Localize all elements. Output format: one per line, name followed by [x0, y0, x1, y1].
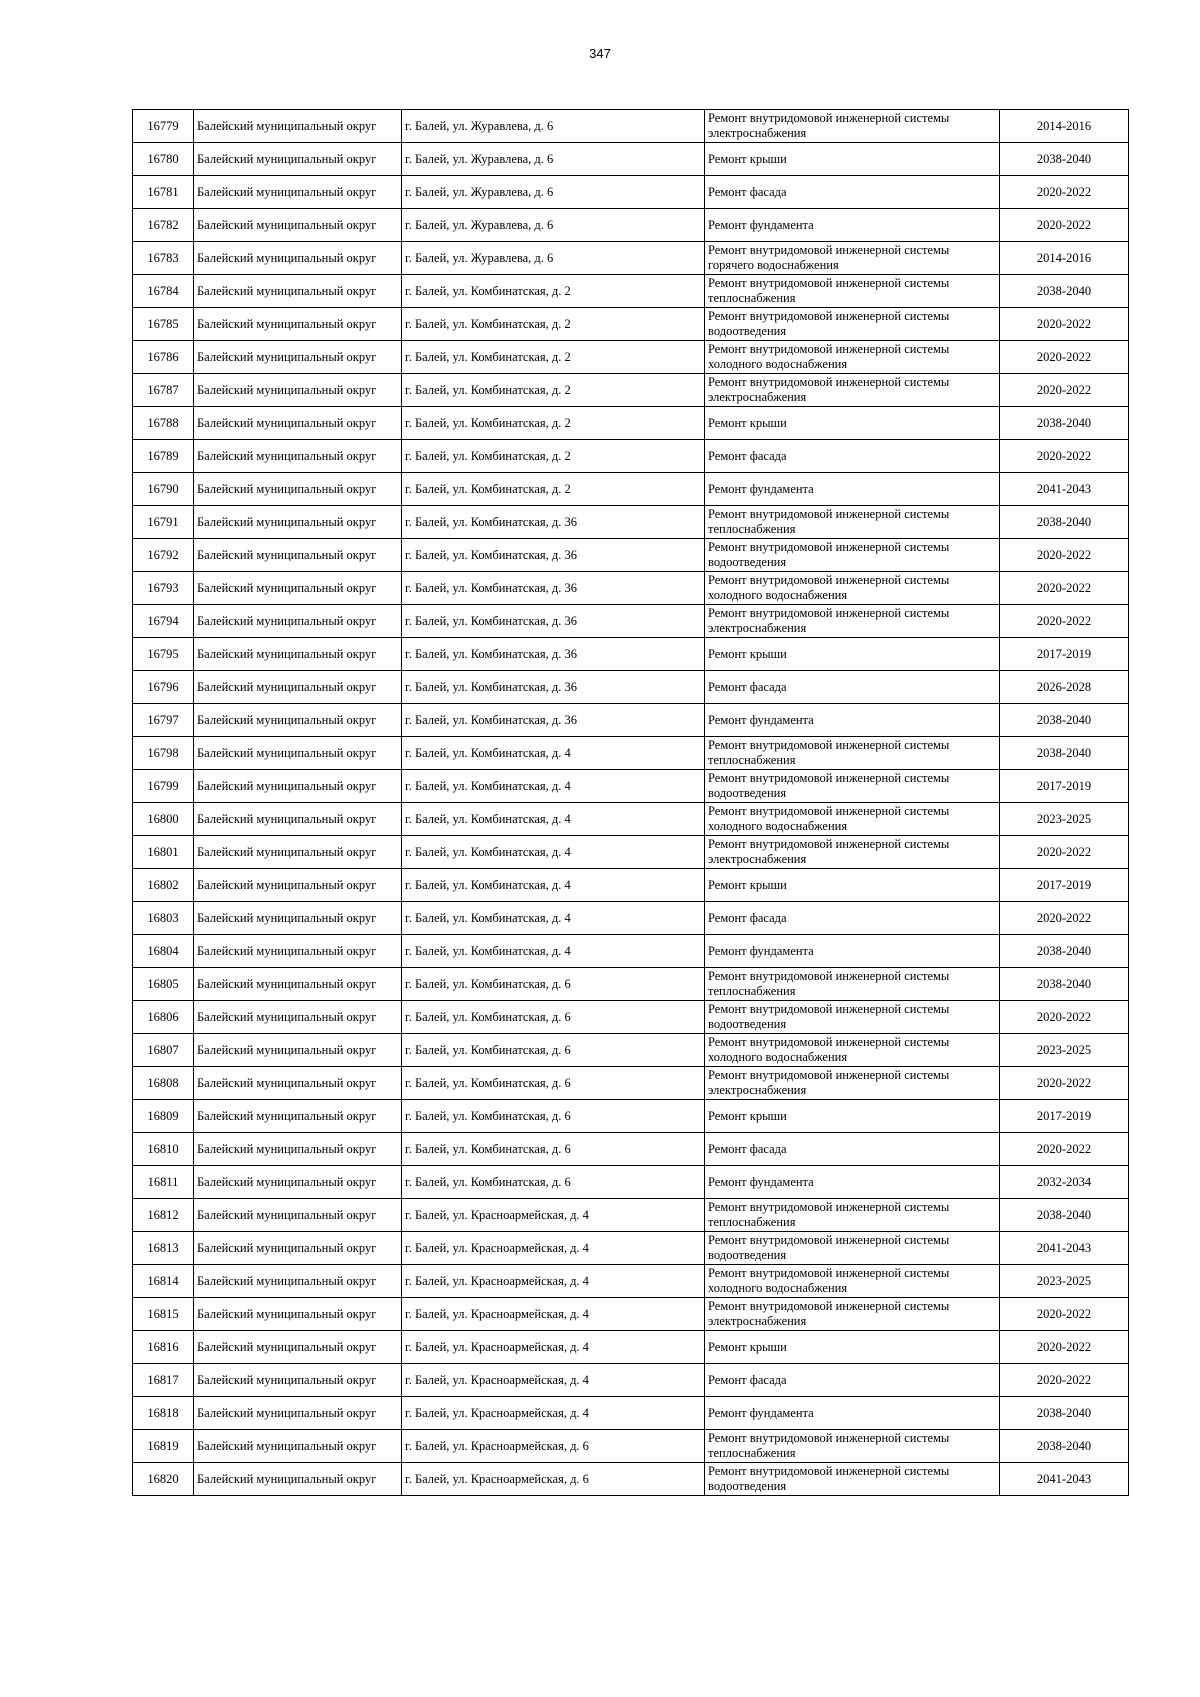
address-cell: г. Балей, ул. Комбинатская, д. 36: [402, 539, 705, 572]
address-cell: г. Балей, ул. Комбинатская, д. 2: [402, 308, 705, 341]
row-number-cell: 16810: [133, 1133, 194, 1166]
table-row: [133, 1001, 1129, 1034]
row-number-cell: 16786: [133, 341, 194, 374]
table-row: [133, 1298, 1129, 1331]
table-row: [133, 143, 1129, 176]
row-number-cell: 16794: [133, 605, 194, 638]
address-cell: г. Балей, ул. Красноармейская, д. 4: [402, 1232, 705, 1265]
work-type-cell: Ремонт крыши: [705, 143, 1000, 176]
period-cell: 2026-2028: [1000, 671, 1129, 704]
row-number-cell: 16781: [133, 176, 194, 209]
period-cell: 2020-2022: [1000, 902, 1129, 935]
table-row: [133, 638, 1129, 671]
row-number-cell: 16791: [133, 506, 194, 539]
table-row: [133, 803, 1129, 836]
period-cell: 2020-2022: [1000, 539, 1129, 572]
address-cell: г. Балей, ул. Комбинатская, д. 2: [402, 440, 705, 473]
row-number-cell: 16816: [133, 1331, 194, 1364]
work-type-cell: Ремонт внутридомовой инженерной системы водоотведения: [705, 1232, 1000, 1265]
period-cell: 2014-2016: [1000, 242, 1129, 275]
address-cell: г. Балей, ул. Комбинатская, д. 4: [402, 869, 705, 902]
table-row: [133, 572, 1129, 605]
address-cell: г. Балей, ул. Комбинатская, д. 6: [402, 1166, 705, 1199]
row-number-cell: 16801: [133, 836, 194, 869]
address-cell: г. Балей, ул. Комбинатская, д. 6: [402, 1001, 705, 1034]
address-cell: г. Балей, ул. Комбинатская, д. 36: [402, 572, 705, 605]
municipality-cell: Балейский муниципальный округ: [194, 242, 402, 275]
address-cell: г. Балей, ул. Красноармейская, д. 4: [402, 1364, 705, 1397]
row-number-cell: 16814: [133, 1265, 194, 1298]
table-row: [133, 1364, 1129, 1397]
table-row: [133, 1199, 1129, 1232]
work-type-cell: Ремонт внутридомовой инженерной системы электроснабжения: [705, 605, 1000, 638]
row-number-cell: 16818: [133, 1397, 194, 1430]
municipality-cell: Балейский муниципальный округ: [194, 1067, 402, 1100]
period-cell: 2038-2040: [1000, 143, 1129, 176]
municipality-cell: Балейский муниципальный округ: [194, 209, 402, 242]
municipality-cell: Балейский муниципальный округ: [194, 374, 402, 407]
period-cell: 2023-2025: [1000, 1265, 1129, 1298]
municipality-cell: Балейский муниципальный округ: [194, 902, 402, 935]
table-row: [133, 110, 1129, 143]
period-cell: 2041-2043: [1000, 1463, 1129, 1496]
work-type-cell: Ремонт фасада: [705, 1364, 1000, 1397]
address-cell: г. Балей, ул. Комбинатская, д. 6: [402, 1034, 705, 1067]
address-cell: г. Балей, ул. Журавлева, д. 6: [402, 209, 705, 242]
table-row: [133, 341, 1129, 374]
address-cell: г. Балей, ул. Комбинатская, д. 2: [402, 374, 705, 407]
municipality-cell: Балейский муниципальный округ: [194, 803, 402, 836]
address-cell: г. Балей, ул. Журавлева, д. 6: [402, 143, 705, 176]
municipality-cell: Балейский муниципальный округ: [194, 704, 402, 737]
work-type-cell: Ремонт внутридомовой инженерной системы теплоснабжения: [705, 968, 1000, 1001]
period-cell: 2020-2022: [1000, 605, 1129, 638]
period-cell: 2032-2034: [1000, 1166, 1129, 1199]
address-cell: г. Балей, ул. Красноармейская, д. 6: [402, 1430, 705, 1463]
municipality-cell: Балейский муниципальный округ: [194, 308, 402, 341]
period-cell: 2020-2022: [1000, 836, 1129, 869]
row-number-cell: 16809: [133, 1100, 194, 1133]
table-row: [133, 1133, 1129, 1166]
municipality-cell: Балейский муниципальный округ: [194, 605, 402, 638]
work-type-cell: Ремонт крыши: [705, 869, 1000, 902]
period-cell: 2038-2040: [1000, 737, 1129, 770]
work-type-cell: Ремонт внутридомовой инженерной системы холодного водоснабжения: [705, 1265, 1000, 1298]
period-cell: 2038-2040: [1000, 935, 1129, 968]
work-type-cell: Ремонт фундамента: [705, 935, 1000, 968]
row-number-cell: 16813: [133, 1232, 194, 1265]
period-cell: 2020-2022: [1000, 1133, 1129, 1166]
address-cell: г. Балей, ул. Красноармейская, д. 4: [402, 1397, 705, 1430]
municipality-cell: Балейский муниципальный округ: [194, 836, 402, 869]
table-row: [133, 1067, 1129, 1100]
address-cell: г. Балей, ул. Красноармейская, д. 4: [402, 1199, 705, 1232]
address-cell: г. Балей, ул. Журавлева, д. 6: [402, 110, 705, 143]
address-cell: г. Балей, ул. Комбинатская, д. 6: [402, 1133, 705, 1166]
table-row: [133, 902, 1129, 935]
row-number-cell: 16812: [133, 1199, 194, 1232]
table-row: [133, 1331, 1129, 1364]
table-row: [133, 836, 1129, 869]
table-row: [133, 473, 1129, 506]
period-cell: 2020-2022: [1000, 572, 1129, 605]
address-cell: г. Балей, ул. Комбинатская, д. 4: [402, 902, 705, 935]
table-row: [133, 1232, 1129, 1265]
table-row: [133, 605, 1129, 638]
work-type-cell: Ремонт внутридомовой инженерной системы водоотведения: [705, 308, 1000, 341]
work-type-cell: Ремонт внутридомовой инженерной системы водоотведения: [705, 1463, 1000, 1496]
period-cell: 2038-2040: [1000, 275, 1129, 308]
work-type-cell: Ремонт внутридомовой инженерной системы теплоснабжения: [705, 1430, 1000, 1463]
address-cell: г. Балей, ул. Комбинатская, д. 4: [402, 770, 705, 803]
work-type-cell: Ремонт внутридомовой инженерной системы горячего водоснабжения: [705, 242, 1000, 275]
row-number-cell: 16797: [133, 704, 194, 737]
period-cell: 2038-2040: [1000, 1199, 1129, 1232]
period-cell: 2020-2022: [1000, 374, 1129, 407]
page-number: 347: [589, 46, 611, 61]
row-number-cell: 16820: [133, 1463, 194, 1496]
address-cell: г. Балей, ул. Комбинатская, д. 2: [402, 473, 705, 506]
period-cell: 2014-2016: [1000, 110, 1129, 143]
row-number-cell: 16795: [133, 638, 194, 671]
work-type-cell: Ремонт внутридомовой инженерной системы теплоснабжения: [705, 1199, 1000, 1232]
work-type-cell: Ремонт внутридомовой инженерной системы холодного водоснабжения: [705, 803, 1000, 836]
period-cell: 2020-2022: [1000, 440, 1129, 473]
municipality-cell: Балейский муниципальный округ: [194, 1232, 402, 1265]
address-cell: г. Балей, ул. Комбинатская, д. 4: [402, 737, 705, 770]
table-row: [133, 737, 1129, 770]
municipality-cell: Балейский муниципальный округ: [194, 671, 402, 704]
municipality-cell: Балейский муниципальный округ: [194, 1133, 402, 1166]
table-row: [133, 407, 1129, 440]
row-number-cell: 16787: [133, 374, 194, 407]
table-row: [133, 1265, 1129, 1298]
municipality-cell: Балейский муниципальный округ: [194, 1298, 402, 1331]
table-row: [133, 671, 1129, 704]
municipality-cell: Балейский муниципальный округ: [194, 638, 402, 671]
address-cell: г. Балей, ул. Комбинатская, д. 36: [402, 671, 705, 704]
row-number-cell: 16803: [133, 902, 194, 935]
municipality-cell: Балейский муниципальный округ: [194, 1364, 402, 1397]
period-cell: 2023-2025: [1000, 803, 1129, 836]
row-number-cell: 16793: [133, 572, 194, 605]
table-row: [133, 1166, 1129, 1199]
row-number-cell: 16805: [133, 968, 194, 1001]
row-number-cell: 16802: [133, 869, 194, 902]
address-cell: г. Балей, ул. Комбинатская, д. 2: [402, 275, 705, 308]
period-cell: 2041-2043: [1000, 473, 1129, 506]
row-number-cell: 16819: [133, 1430, 194, 1463]
address-cell: г. Балей, ул. Комбинатская, д. 6: [402, 968, 705, 1001]
address-cell: г. Балей, ул. Комбинатская, д. 36: [402, 638, 705, 671]
work-type-cell: Ремонт фундамента: [705, 473, 1000, 506]
period-cell: 2020-2022: [1000, 1364, 1129, 1397]
work-type-cell: Ремонт фундамента: [705, 1166, 1000, 1199]
work-type-cell: Ремонт внутридомовой инженерной системы электроснабжения: [705, 110, 1000, 143]
municipality-cell: Балейский муниципальный округ: [194, 770, 402, 803]
table-row: [133, 869, 1129, 902]
municipality-cell: Балейский муниципальный округ: [194, 935, 402, 968]
address-cell: г. Балей, ул. Комбинатская, д. 2: [402, 407, 705, 440]
work-type-cell: Ремонт крыши: [705, 1331, 1000, 1364]
work-type-cell: Ремонт фасада: [705, 902, 1000, 935]
municipality-cell: Балейский муниципальный округ: [194, 341, 402, 374]
work-type-cell: Ремонт крыши: [705, 407, 1000, 440]
municipality-cell: Балейский муниципальный округ: [194, 737, 402, 770]
municipality-cell: Балейский муниципальный округ: [194, 1265, 402, 1298]
municipality-cell: Балейский муниципальный округ: [194, 968, 402, 1001]
table-row: [133, 935, 1129, 968]
row-number-cell: 16785: [133, 308, 194, 341]
table-row: [133, 1100, 1129, 1133]
period-cell: 2017-2019: [1000, 1100, 1129, 1133]
work-type-cell: Ремонт фундамента: [705, 704, 1000, 737]
row-number-cell: 16783: [133, 242, 194, 275]
municipality-cell: Балейский муниципальный округ: [194, 275, 402, 308]
row-number-cell: 16780: [133, 143, 194, 176]
municipality-cell: Балейский муниципальный округ: [194, 1001, 402, 1034]
table-row: [133, 704, 1129, 737]
table-row: [133, 1463, 1129, 1496]
address-cell: г. Балей, ул. Красноармейская, д. 4: [402, 1265, 705, 1298]
work-type-cell: Ремонт внутридомовой инженерной системы холодного водоснабжения: [705, 1034, 1000, 1067]
municipality-cell: Балейский муниципальный округ: [194, 1199, 402, 1232]
row-number-cell: 16806: [133, 1001, 194, 1034]
work-type-cell: Ремонт внутридомовой инженерной системы электроснабжения: [705, 1067, 1000, 1100]
period-cell: 2020-2022: [1000, 209, 1129, 242]
row-number-cell: 16796: [133, 671, 194, 704]
address-cell: г. Балей, ул. Комбинатская, д. 4: [402, 803, 705, 836]
row-number-cell: 16811: [133, 1166, 194, 1199]
work-type-cell: Ремонт внутридомовой инженерной системы холодного водоснабжения: [705, 341, 1000, 374]
address-cell: г. Балей, ул. Комбинатская, д. 6: [402, 1067, 705, 1100]
row-number-cell: 16804: [133, 935, 194, 968]
municipality-cell: Балейский муниципальный округ: [194, 143, 402, 176]
municipality-cell: Балейский муниципальный округ: [194, 176, 402, 209]
row-number-cell: 16782: [133, 209, 194, 242]
table-row: [133, 539, 1129, 572]
period-cell: 2020-2022: [1000, 1001, 1129, 1034]
period-cell: 2020-2022: [1000, 1298, 1129, 1331]
work-type-cell: Ремонт внутридомовой инженерной системы холодного водоснабжения: [705, 572, 1000, 605]
work-type-cell: Ремонт внутридомовой инженерной системы электроснабжения: [705, 1298, 1000, 1331]
row-number-cell: 16807: [133, 1034, 194, 1067]
table-row: [133, 209, 1129, 242]
table-row: [133, 506, 1129, 539]
work-type-cell: Ремонт фундамента: [705, 209, 1000, 242]
row-number-cell: 16788: [133, 407, 194, 440]
period-cell: 2020-2022: [1000, 308, 1129, 341]
municipality-cell: Балейский муниципальный округ: [194, 1034, 402, 1067]
work-type-cell: Ремонт крыши: [705, 1100, 1000, 1133]
row-number-cell: 16789: [133, 440, 194, 473]
repair-schedule-table: [132, 109, 1129, 1496]
work-type-cell: Ремонт фундамента: [705, 1397, 1000, 1430]
address-cell: г. Балей, ул. Красноармейская, д. 4: [402, 1298, 705, 1331]
table-row: [133, 275, 1129, 308]
table-row: [133, 176, 1129, 209]
address-cell: г. Балей, ул. Красноармейская, д. 4: [402, 1331, 705, 1364]
row-number-cell: 16779: [133, 110, 194, 143]
municipality-cell: Балейский муниципальный округ: [194, 473, 402, 506]
period-cell: 2020-2022: [1000, 176, 1129, 209]
row-number-cell: 16799: [133, 770, 194, 803]
row-number-cell: 16790: [133, 473, 194, 506]
work-type-cell: Ремонт внутридомовой инженерной системы водоотведения: [705, 770, 1000, 803]
municipality-cell: Балейский муниципальный округ: [194, 869, 402, 902]
address-cell: г. Балей, ул. Комбинатская, д. 36: [402, 704, 705, 737]
period-cell: 2038-2040: [1000, 968, 1129, 1001]
municipality-cell: Балейский муниципальный округ: [194, 1430, 402, 1463]
period-cell: 2017-2019: [1000, 638, 1129, 671]
work-type-cell: Ремонт фасада: [705, 440, 1000, 473]
work-type-cell: Ремонт внутридомовой инженерной системы теплоснабжения: [705, 506, 1000, 539]
work-type-cell: Ремонт внутридомовой инженерной системы электроснабжения: [705, 374, 1000, 407]
address-cell: г. Балей, ул. Комбинатская, д. 4: [402, 836, 705, 869]
row-number-cell: 16815: [133, 1298, 194, 1331]
period-cell: 2038-2040: [1000, 506, 1129, 539]
address-cell: г. Балей, ул. Комбинатская, д. 36: [402, 506, 705, 539]
period-cell: 2017-2019: [1000, 869, 1129, 902]
work-type-cell: Ремонт фасада: [705, 671, 1000, 704]
address-cell: г. Балей, ул. Комбинатская, д. 6: [402, 1100, 705, 1133]
work-type-cell: Ремонт внутридомовой инженерной системы водоотведения: [705, 539, 1000, 572]
table-row: [133, 1397, 1129, 1430]
municipality-cell: Балейский муниципальный округ: [194, 1100, 402, 1133]
row-number-cell: 16800: [133, 803, 194, 836]
address-cell: г. Балей, ул. Комбинатская, д. 36: [402, 605, 705, 638]
work-type-cell: Ремонт внутридомовой инженерной системы теплоснабжения: [705, 737, 1000, 770]
period-cell: 2020-2022: [1000, 1067, 1129, 1100]
work-type-cell: Ремонт фасада: [705, 1133, 1000, 1166]
table-row: [133, 1430, 1129, 1463]
period-cell: 2023-2025: [1000, 1034, 1129, 1067]
table-body: [133, 110, 1129, 1496]
work-type-cell: Ремонт крыши: [705, 638, 1000, 671]
work-type-cell: Ремонт фасада: [705, 176, 1000, 209]
municipality-cell: Балейский муниципальный округ: [194, 1331, 402, 1364]
work-type-cell: Ремонт внутридомовой инженерной системы электроснабжения: [705, 836, 1000, 869]
period-cell: 2038-2040: [1000, 407, 1129, 440]
work-type-cell: Ремонт внутридомовой инженерной системы теплоснабжения: [705, 275, 1000, 308]
table-row: [133, 440, 1129, 473]
period-cell: 2041-2043: [1000, 1232, 1129, 1265]
municipality-cell: Балейский муниципальный округ: [194, 440, 402, 473]
address-cell: г. Балей, ул. Комбинатская, д. 2: [402, 341, 705, 374]
municipality-cell: Балейский муниципальный округ: [194, 1463, 402, 1496]
period-cell: 2020-2022: [1000, 341, 1129, 374]
work-type-cell: Ремонт внутридомовой инженерной системы водоотведения: [705, 1001, 1000, 1034]
table-row: [133, 374, 1129, 407]
table-row: [133, 308, 1129, 341]
row-number-cell: 16792: [133, 539, 194, 572]
period-cell: 2020-2022: [1000, 1331, 1129, 1364]
municipality-cell: Балейский муниципальный округ: [194, 1397, 402, 1430]
municipality-cell: Балейский муниципальный округ: [194, 407, 402, 440]
address-cell: г. Балей, ул. Журавлева, д. 6: [402, 176, 705, 209]
table-row: [133, 242, 1129, 275]
period-cell: 2038-2040: [1000, 704, 1129, 737]
period-cell: 2017-2019: [1000, 770, 1129, 803]
address-cell: г. Балей, ул. Красноармейская, д. 6: [402, 1463, 705, 1496]
municipality-cell: Балейский муниципальный округ: [194, 506, 402, 539]
row-number-cell: 16808: [133, 1067, 194, 1100]
row-number-cell: 16817: [133, 1364, 194, 1397]
period-cell: 2038-2040: [1000, 1430, 1129, 1463]
municipality-cell: Балейский муниципальный округ: [194, 110, 402, 143]
municipality-cell: Балейский муниципальный округ: [194, 1166, 402, 1199]
row-number-cell: 16798: [133, 737, 194, 770]
period-cell: 2038-2040: [1000, 1397, 1129, 1430]
table-row: [133, 770, 1129, 803]
address-cell: г. Балей, ул. Комбинатская, д. 4: [402, 935, 705, 968]
municipality-cell: Балейский муниципальный округ: [194, 539, 402, 572]
row-number-cell: 16784: [133, 275, 194, 308]
municipality-cell: Балейский муниципальный округ: [194, 572, 402, 605]
table-row: [133, 968, 1129, 1001]
address-cell: г. Балей, ул. Журавлева, д. 6: [402, 242, 705, 275]
table-row: [133, 1034, 1129, 1067]
